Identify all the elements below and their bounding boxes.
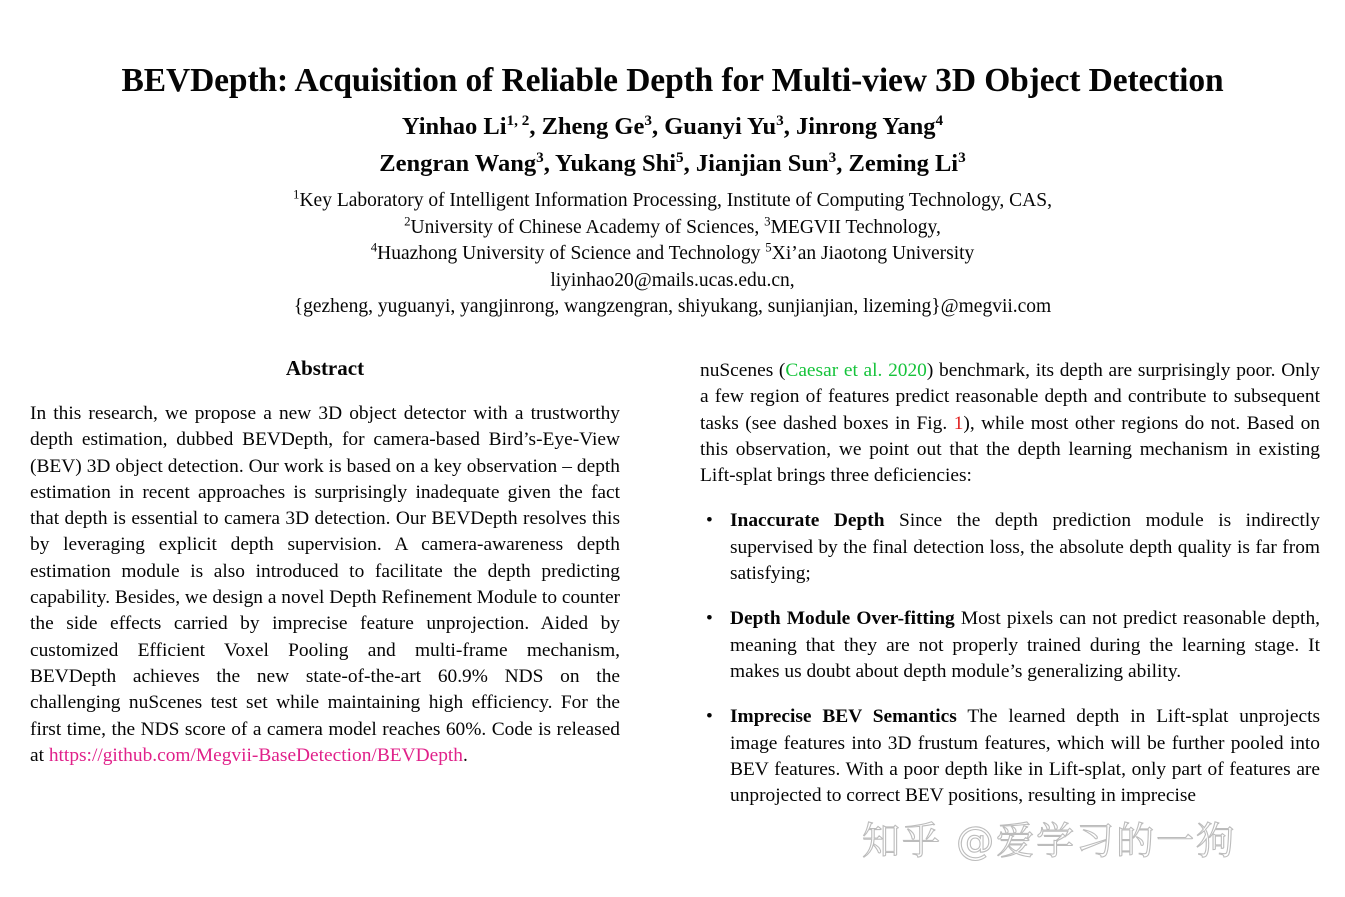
citation-link[interactable]: Caesar et al. 2020 <box>785 360 927 381</box>
author-separator: , <box>836 150 849 177</box>
author-name: Zengran Wang <box>379 150 537 177</box>
author-affil-marker: 1, 2 <box>506 111 530 129</box>
author-affil-marker: 3 <box>644 111 652 129</box>
abstract-text-part2: . <box>463 744 468 766</box>
affiliation-text: Huazhong University of Science and Technology <box>377 243 766 264</box>
intro-text-mid2: ), while most other regions do not. Based on this observation, we point out that the depth learning mechanism in existing Lift-splat brings three deficiencies: <box>700 412 1320 487</box>
affiliation-marker: 4 <box>370 240 378 255</box>
intro-text-lead: nuScenes ( <box>700 360 786 381</box>
author-name: Guanyi Yu <box>664 113 777 140</box>
watermark-label: 知乎 @爱学习的一狗 <box>862 819 1237 863</box>
author-name: Zeming Li <box>848 150 959 177</box>
author-affil-marker: 5 <box>676 148 684 166</box>
author-separator: , <box>683 150 696 177</box>
abstract-heading: Abstract <box>285 356 365 380</box>
bullet-icon: • <box>706 706 713 728</box>
affiliation-line <box>0 188 1345 215</box>
author-affil-marker: 3 <box>776 111 784 129</box>
list-item <box>700 704 1320 809</box>
deficiency-term: Imprecise BEV Semantics <box>730 706 957 728</box>
author-name: Yinhao Li <box>401 113 507 140</box>
author-name: Zheng Ge <box>541 113 645 140</box>
author-affil-marker: 3 <box>536 148 544 166</box>
deficiency-description: Most pixels can not predict reasonable depth, meaning that they are not properly trained during the learning stage. It makes us doubt about depth module’s generalizing ability. <box>730 608 1320 682</box>
author-line-1 <box>0 108 1345 145</box>
intro-paragraph <box>700 358 1320 489</box>
code-repository-link[interactable]: https://github.com/Megvii-BaseDetection/BEVDepth <box>48 744 463 766</box>
author-name: Yukang Shi <box>555 150 677 177</box>
affiliation-block <box>0 188 1345 321</box>
abstract-body <box>30 401 620 769</box>
author-separator: , <box>783 113 796 140</box>
affiliation-marker: 3 <box>764 214 771 228</box>
affiliation-marker: 1 <box>293 187 300 202</box>
contact-email-primary: liyinhao20@mails.ucas.edu.cn, <box>550 269 795 291</box>
list-item <box>700 606 1320 685</box>
author-affil-marker: 3 <box>828 148 837 166</box>
affiliation-text: MEGVII Technology, <box>770 216 941 238</box>
affiliation-line <box>0 241 1345 268</box>
deficiency-term: Depth Module Over-fitting <box>730 608 955 630</box>
deficiency-description: The learned depth in Lift-splat unprojects image features into 3D frustum features, which will be further pooled into BEV features. With a poor depth like in Lift-splat, only part of features are unprojected to correct BEV positions, resulting in imprecise <box>730 706 1321 807</box>
author-separator: , <box>543 150 556 177</box>
figure-reference-link[interactable]: 1 <box>953 412 964 434</box>
author-name: Jianjian Sun <box>695 150 829 177</box>
affiliation-line <box>0 215 1345 242</box>
affiliation-marker: 5 <box>765 240 772 255</box>
author-affil-marker: 4 <box>935 111 944 129</box>
contact-email-group: {gezheng, yuguanyi, yangjinrong, wangzengran, shiyukang, sunjianjian, lizeming}@megvii.com <box>293 296 1052 317</box>
deficiency-description: Since the depth prediction module is indirectly supervised by the final detection loss, the absolute depth quality is far from satisfying; <box>730 510 1320 585</box>
affiliation-text: University of Chinese Academy of Sciences, <box>410 216 765 238</box>
affiliation-text: Key Laboratory of Intelligent Information Processing, Institute of Computing Technology, CAS, <box>299 190 1052 211</box>
intro-column <box>700 358 1320 809</box>
abstract-column <box>30 358 620 769</box>
page-title: BEVDepth: Acquisition of Reliable Depth for Multi-view 3D Object Detection <box>121 62 1224 100</box>
watermark-svg <box>862 812 1332 868</box>
author-name: Jinrong Yang <box>795 113 936 140</box>
bullet-icon: • <box>706 608 713 630</box>
watermark-overlay <box>862 812 1332 868</box>
deficiency-list <box>700 508 1320 809</box>
intro-text-mid1: ) benchmark, its depth are surprisingly poor. Only a few region of features predict reasonable depth and contribute to subsequent tasks (see dashed boxes in Fig. <box>700 360 1320 434</box>
author-list <box>0 108 1345 182</box>
abstract-text-part1: In this research, we propose a new 3D object detector with a trustworthy depth estimation, dubbed BEVDepth, for camera-based Bird’s-Eye-View (BEV) 3D object detection. Our work is based on a key observation – depth estimation in recent approaches is surprisingly inadequate given the fact that depth is essential to camera 3D detection. Our BEVDepth resolves this by leveraging explicit depth supervision. A camera-awareness depth estimation module is also introduced to facilitate the depth predicting capability. Besides, we design a novel Depth Refinement Module to counter the side effects carried by imprecise feature unprojection. Aided by customized Efficient Voxel Pooling and multi-frame mechanism, BEVDepth achieves the new state-of-the-art 60.9% NDS on the challenging nuScenes test set while maintaining high efficiency. For the first time, the NDS score of a camera model reaches 60%. Code is released at <box>30 403 621 766</box>
deficiency-term: Inaccurate Depth <box>730 510 885 532</box>
author-separator: , <box>529 113 542 140</box>
author-separator: , <box>651 113 665 140</box>
author-affil-marker: 3 <box>958 148 966 166</box>
author-line-2 <box>0 145 1345 182</box>
affiliation-marker: 2 <box>404 214 411 228</box>
affiliation-text: Xi’an Jiaotong University <box>771 243 975 264</box>
list-item <box>700 508 1320 587</box>
bullet-icon: • <box>706 510 713 532</box>
